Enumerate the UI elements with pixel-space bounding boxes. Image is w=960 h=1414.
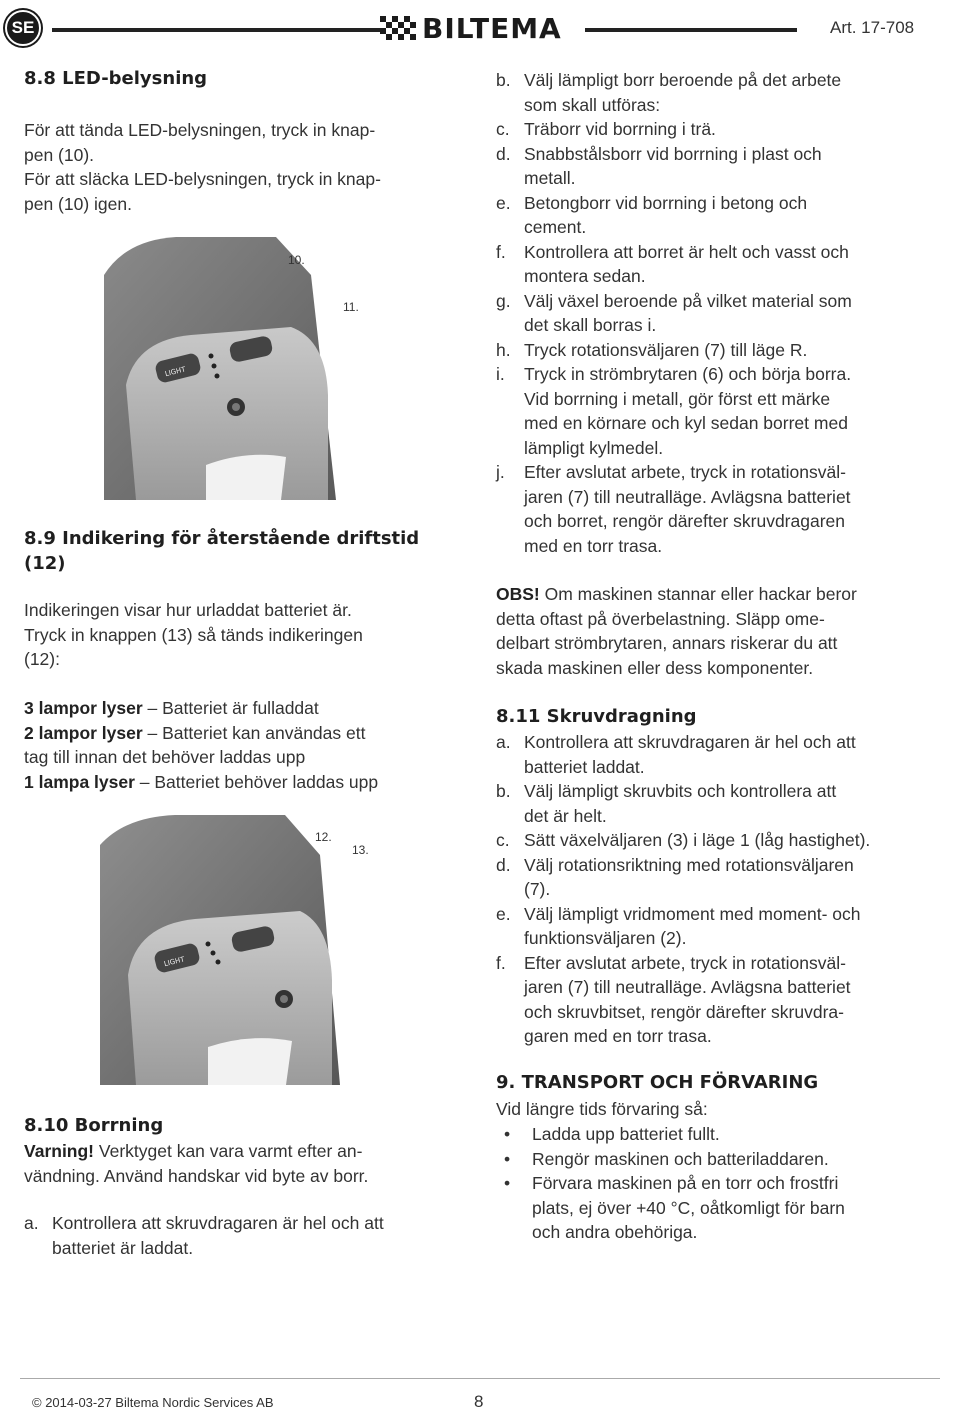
screw-step-text [524,853,854,902]
screw-step-line: Välj lämpligt skruvbits och kontrollera att [524,781,837,801]
drill-step-marker: d. [496,143,511,164]
brand-name: BILTEMA [422,12,562,45]
drill-step-marker: b. [496,70,511,90]
screw-step-text [524,779,836,828]
storage-bullet-marker: • [504,1124,511,1144]
screw-step-line: (7). [524,879,551,899]
screw-step-line: det är helt. [524,805,607,826]
drill-step-line: Betongborr vid borrning i betong och [524,192,808,213]
drill-step [496,338,936,363]
drill-step-text [524,68,841,117]
screw-step-line: Välj rotationsriktning med rotationsväljaren [524,854,854,875]
drill-step-a: a. Kontrollera att skruvdragaren är hel och att batteriet är laddat. [24,1213,384,1258]
drill-step-marker: i. [496,364,505,384]
drill-step-marker: f. [496,241,506,262]
section-8-10-title: 8.10 Borrning [24,1115,164,1136]
drill-step [496,68,936,117]
obs-note: OBS! Om maskinen stannar eller hackar beror detta oftast på överbelastning. Släpp ome- delbart strömbrytaren, annars riskerar du att skada maskinen eller dess komponenter. [496,584,857,678]
screw-step-line: Efter avslutat arbete, tryck in rotationsväl- [524,952,846,973]
callout-11: 11. [343,300,359,314]
biltema-logo [380,12,585,46]
screw-step-line: och skruvbitset, rengör därefter skruvdra- [524,1001,844,1022]
drill-step-line: och borret, rengör därefter skruvdragaren [524,511,845,531]
screw-step-text [524,828,870,853]
drill-step-text [524,240,849,289]
screw-step-line: Välj lämpligt vridmoment med moment- och [524,903,861,924]
drill-step-line: lämpligt kylmedel. [524,437,664,458]
svg-text:LIGHT: LIGHT [164,365,187,379]
screw-step-marker: c. [496,830,510,850]
screw-step [496,779,936,828]
drill-step [496,240,936,289]
screw-step [496,853,936,902]
storage-bullet-line: Ladda upp batteriet fullt. [532,1124,720,1144]
drill-step [496,460,936,558]
drill-step-text [524,362,851,460]
storage-bullet-line: plats, ej över +40 °C, oåtkomligt för barn [532,1197,845,1218]
storage-bullet-marker: • [504,1173,511,1193]
screw-step-line: garen med en torr trasa. [524,1026,712,1046]
header-rule-right [585,28,797,32]
drill-step [496,117,936,142]
screw-step-marker: a. [496,732,511,752]
drill-step-line: Tryck rotationsväljaren (7) till läge R. [524,339,808,360]
callout-10: 10. [288,253,305,267]
drill-step-text [524,338,807,363]
screw-step-text [524,730,856,779]
drill-step [496,289,936,338]
drill-step-line: Välj lämpligt borr beroende på det arbete [524,70,842,90]
screw-step-line: jaren (7) till neutralläge. Avlägsna batteriet [524,977,851,997]
storage-bullet-text [532,1147,829,1172]
screw-step-line: Sätt växelväljaren (3) i läge 1 (låg hastighet). [524,830,871,850]
drill-step-marker: e. [496,192,511,213]
battery-indicator-photo [100,815,380,1085]
section-8-8-text: För att tända LED-belysningen, tryck in knap- pen (10). För att släcka LED-belysningen, tryck in knap- pen (10) igen. [24,120,381,214]
drill-step-text [524,460,851,558]
storage-bullet [504,1122,934,1147]
section-9-title: 9. TRANSPORT OCH FÖRVARING [496,1072,819,1093]
checkered-flag-icon [380,16,418,42]
drill-step-marker: c. [496,119,510,139]
section-8-11-title: 8.11 Skruvdragning [496,706,697,727]
article-number: Art. 17-708 [830,18,915,37]
drill-step-line: Efter avslutat arbete, tryck in rotationsväl- [524,462,846,482]
storage-bullet-line: Rengör maskinen och batteriladdaren. [532,1148,829,1169]
drill-step-line: Träborr vid borrning i trä. [524,119,716,139]
screw-step-marker: d. [496,854,511,875]
drill-step-text [524,191,807,240]
drill-step-line: med en körnare och kyl sedan borret med [524,413,848,433]
language-badge: SE [3,8,43,48]
storage-bullet-text [532,1171,845,1245]
drill-step-line: montera sedan. [524,266,646,286]
screw-step-marker: f. [496,952,506,973]
storage-bullet [504,1171,934,1245]
screw-step [496,828,936,853]
storage-bullet-line: och andra obehöriga. [532,1222,698,1242]
drill-step-line: med en torr trasa. [524,535,663,556]
drill-step-line: Vid borrning i metall, gör först ett märke [524,388,831,409]
drill-step-line: Tryck in strömbrytaren (6) och börja borra. [524,364,852,384]
drill-step-text [524,142,822,191]
section-8-9-text: Indikeringen visar hur urladdat batteriet är. Tryck in knappen (13) så tänds indikeringen (12): [24,600,363,669]
indicator-legend: 3 lampor lyser – Batteriet är fulladdat 2 lampor lyser – Batteriet kan användas ett tag till innan det behöver laddas upp 1 lampa lyser – Batteriet behöver laddas upp [24,698,379,792]
drill-step-line: det skall borras i. [524,315,657,335]
screw-step-text [524,951,851,1049]
drill-step [496,191,936,240]
screw-step-line: funktionsväljaren (2). [524,928,687,948]
drill-step [496,362,936,460]
drill-top-illustration-2 [100,815,380,1085]
drill-step-text [524,117,716,142]
screw-step-line: batteriet laddat. [524,756,645,777]
drill-step-line: Välj växel beroende på vilket material som [524,290,852,311]
led-button-photo [96,235,378,500]
drill-step-line: cement. [524,217,587,237]
screw-step [496,951,936,1049]
section-8-8-title: 8.8 LED-belysning [24,68,208,89]
screw-step-line: Kontrollera att skruvdragaren är hel och att [524,732,856,752]
warning-text: Varning! Verktyget kan vara varmt efter an- vändning. Använd handskar vid byte av borr. [24,1141,369,1186]
storage-bullet-marker: • [504,1148,511,1169]
drill-step-line: Snabbstålsborr vid borrning i plast och [524,143,822,164]
svg-text:LIGHT: LIGHT [163,955,186,969]
storage-bullet-line: Förvara maskinen på en torr och frostfri [532,1173,839,1193]
drill-step-text [524,289,852,338]
drill-step-marker: g. [496,290,511,311]
screw-step-marker: e. [496,903,511,924]
screw-step-text [524,902,861,951]
drill-top-illustration [96,235,378,500]
page-number: 8 [474,1392,484,1411]
storage-bullet [504,1147,934,1172]
section-8-9-title: 8.9 Indikering för återstående driftstid (12) [24,528,420,574]
drill-step [496,142,936,191]
drill-step-marker: j. [496,462,505,482]
drill-step-line: som skall utföras: [524,94,661,115]
callout-13: 13. [352,843,369,857]
callout-12: 12. [315,830,332,844]
section-9-intro: Vid längre tids förvaring så: [496,1099,708,1119]
footer-rule [20,1378,940,1379]
header-rule-left [52,28,380,32]
footer-copyright: © 2014-03-27 Biltema Nordic Services AB [32,1395,274,1410]
screw-step [496,730,936,779]
storage-bullet-text [532,1122,720,1147]
drill-step-marker: h. [496,339,511,360]
drill-step-line: metall. [524,168,576,188]
screw-step-marker: b. [496,781,511,801]
screw-step [496,902,936,951]
drill-step-line: jaren (7) till neutralläge. Avlägsna batteriet [524,486,851,507]
drill-step-line: Kontrollera att borret är helt och vasst och [524,241,849,262]
